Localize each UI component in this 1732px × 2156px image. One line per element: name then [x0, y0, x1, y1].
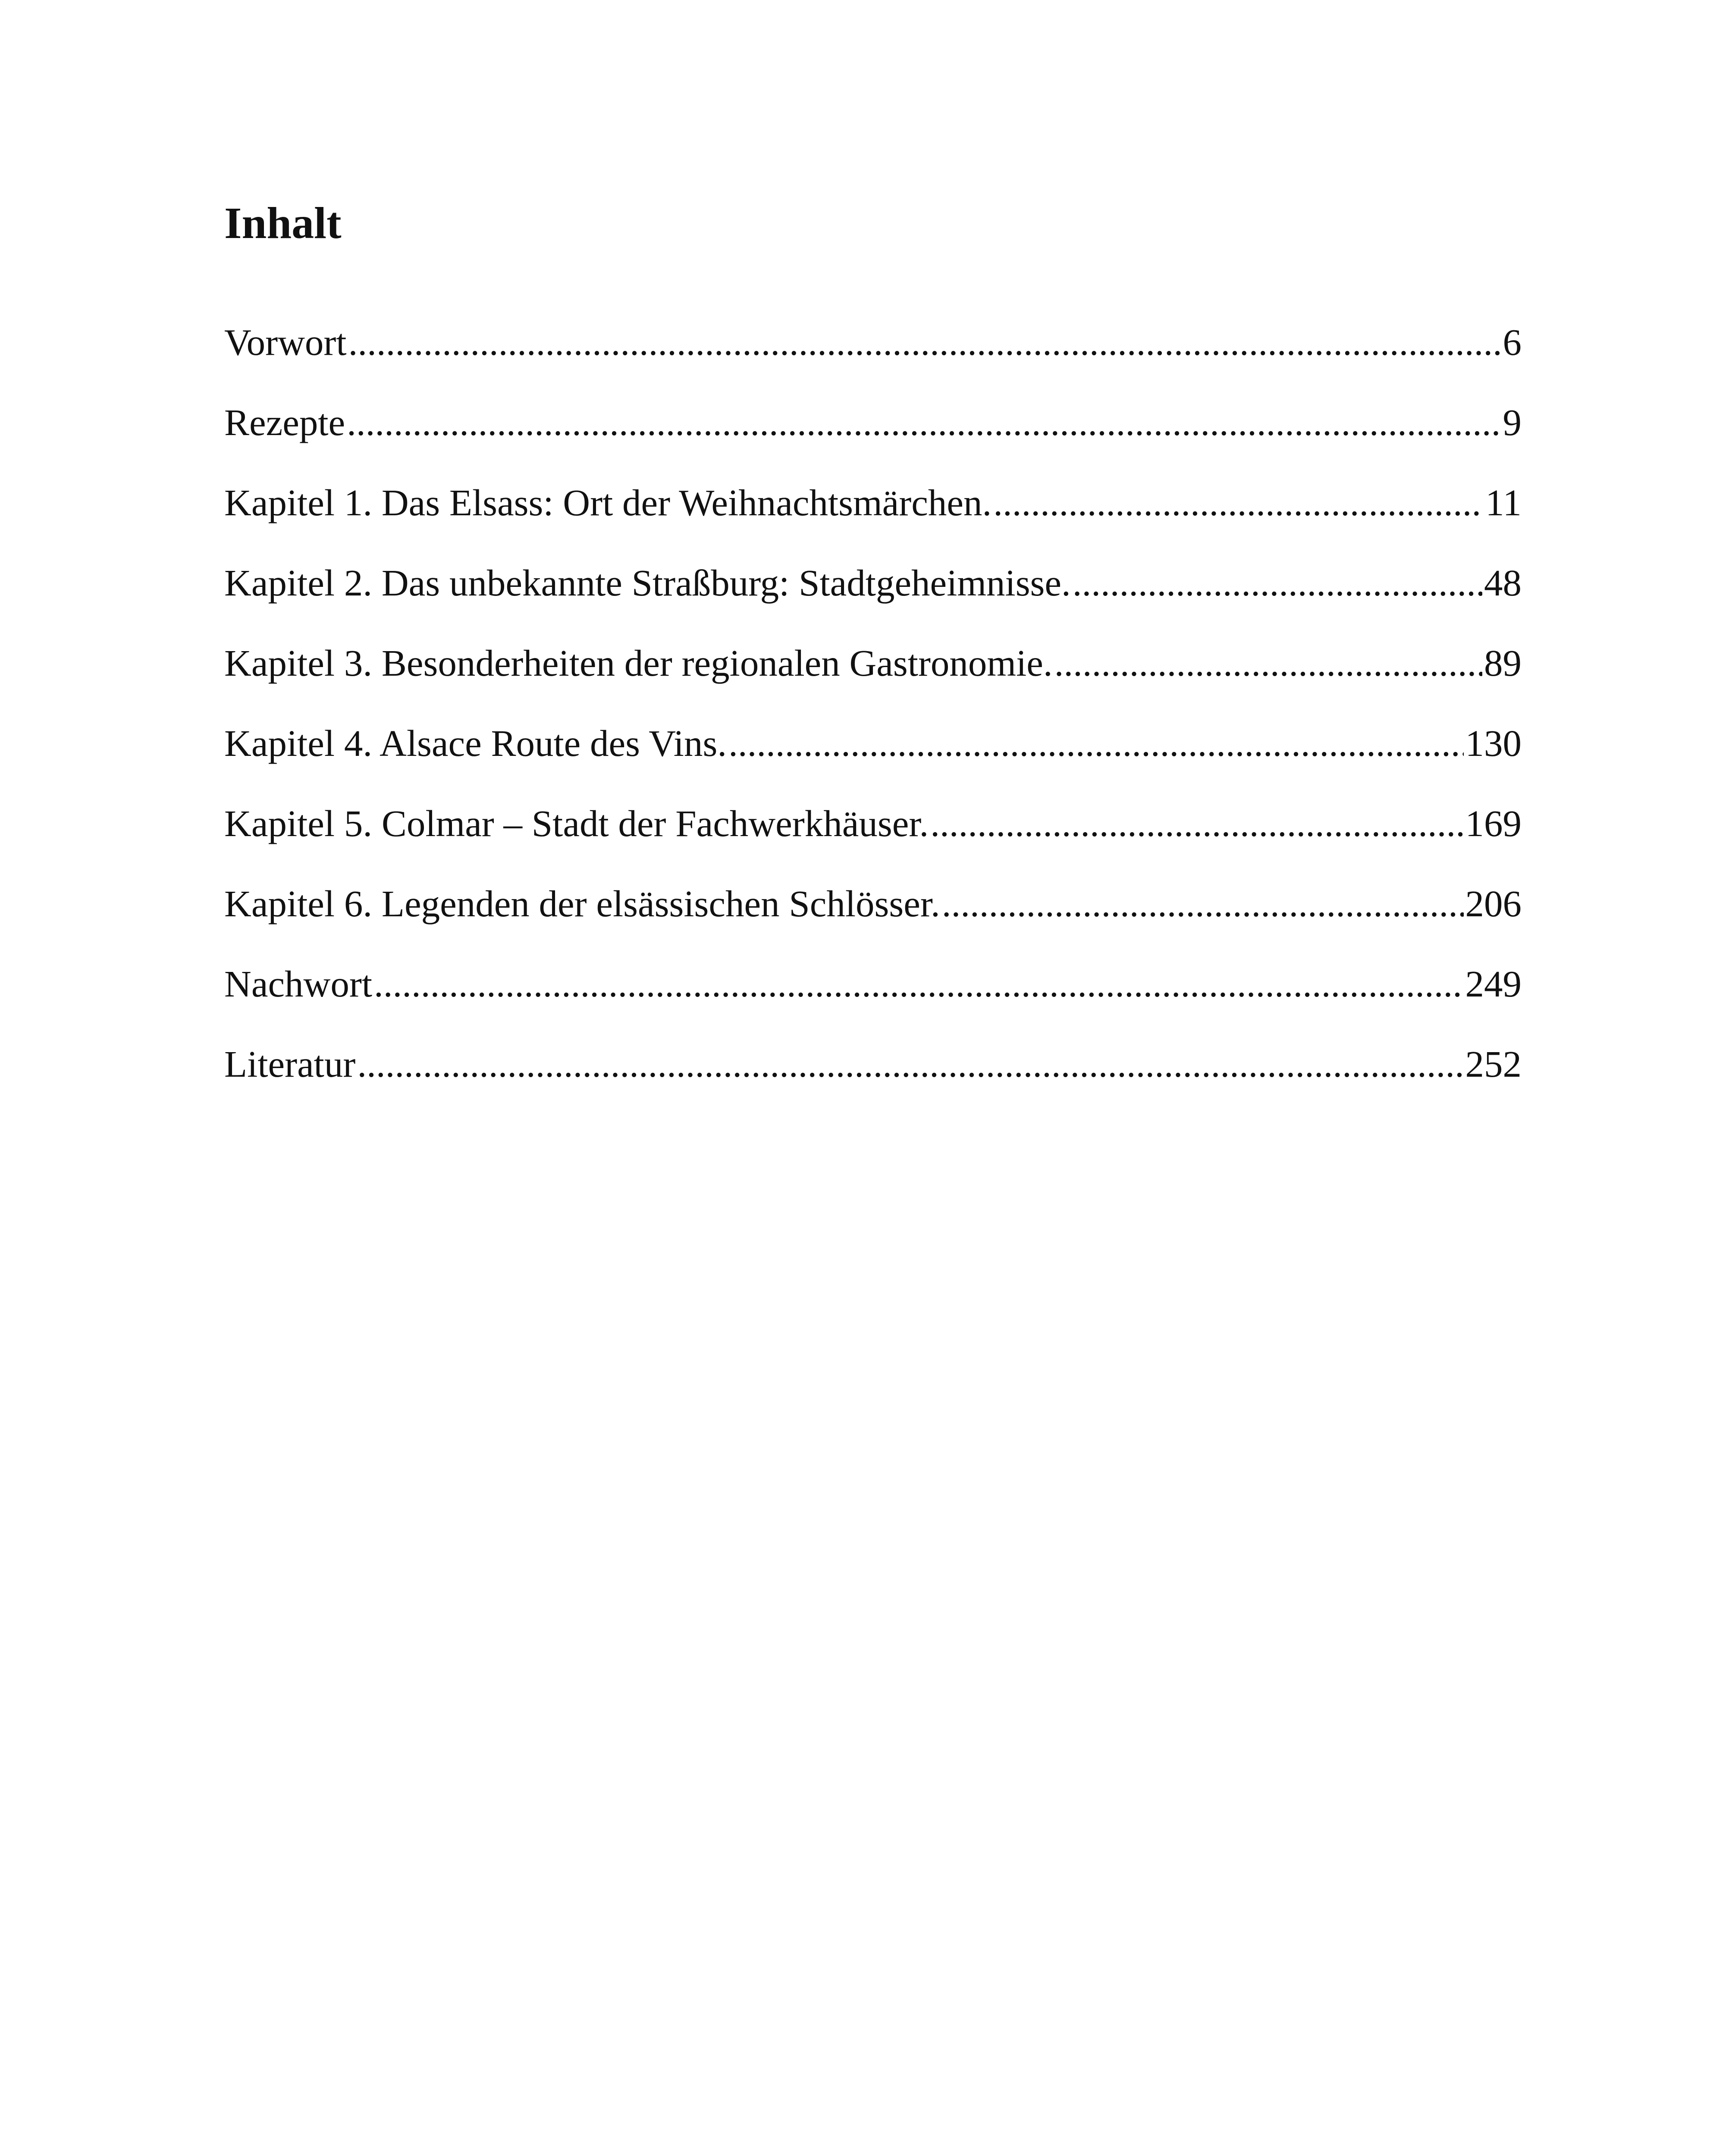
toc-entry-page-number: 130: [1465, 722, 1522, 764]
toc-dot-leader: [942, 885, 1464, 922]
toc-entry-page-number: 252: [1465, 1043, 1522, 1085]
toc-entry-rezepte: [224, 401, 1522, 484]
toc-entry-page-number: 89: [1484, 642, 1522, 684]
toc-entry-page-number: 206: [1465, 883, 1522, 924]
toc-entry-label: Nachwort: [224, 963, 373, 1005]
toc-entry-page-number: 169: [1465, 802, 1522, 844]
toc-dot-leader: [374, 965, 1463, 1003]
toc-entry-page-number: 11: [1485, 482, 1522, 523]
toc-entry-kapitel-1: [224, 484, 1522, 564]
toc-dot-leader: [1054, 644, 1482, 682]
toc-entry-literatur: [224, 1045, 1522, 1125]
toc-entry-vorwort: [224, 323, 1522, 404]
toc-dot-leader: [728, 724, 1463, 762]
toc-entry-page-number: 249: [1465, 963, 1522, 1005]
toc-title: Inhalt: [224, 198, 342, 248]
toc-entry-kapitel-6: [224, 885, 1522, 965]
toc-entry-kapitel-5: [224, 802, 1522, 885]
toc-dot-leader: [1073, 564, 1482, 602]
toc-entry-kapitel-4: [224, 724, 1522, 805]
toc-dot-leader: [357, 1045, 1463, 1083]
toc-entry-label: Kapitel 6. Legenden der elsässischen Schlösser.: [224, 883, 940, 924]
toc-entry-label: Literatur: [224, 1043, 356, 1085]
toc-entry-nachwort: [224, 965, 1522, 1045]
toc-entry-label: Kapitel 2. Das unbekannte Straßburg: Stadtgeheimnisse.: [224, 562, 1071, 604]
toc-entry-kapitel-2: [224, 564, 1522, 644]
toc-entry-label: Kapitel 3. Besonderheiten der regionalen Gastronomie.: [224, 642, 1053, 684]
toc-entry-page-number: 48: [1484, 562, 1522, 604]
toc-entry-label: Rezepte: [224, 401, 345, 443]
toc-dot-leader: [930, 805, 1463, 842]
toc-entry-kapitel-3: [224, 644, 1522, 724]
toc-dot-leader: [348, 323, 1501, 361]
toc-entry-page-number: 9: [1503, 401, 1522, 443]
toc-entry-label: Vorwort: [224, 321, 347, 363]
toc-dot-leader: [347, 404, 1501, 441]
toc-dot-leader: [993, 484, 1484, 521]
toc-entry-label: Kapitel 5. Colmar – Stadt der Fachwerkhäuser.: [224, 802, 929, 844]
toc-entry-label: Kapitel 4. Alsace Route des Vins.: [224, 722, 727, 764]
toc-entry-page-number: 6: [1503, 321, 1522, 363]
toc-entry-label: Kapitel 1. Das Elsass: Ort der Weihnachtsmärchen.: [224, 482, 992, 523]
toc-list: [224, 323, 1522, 1125]
